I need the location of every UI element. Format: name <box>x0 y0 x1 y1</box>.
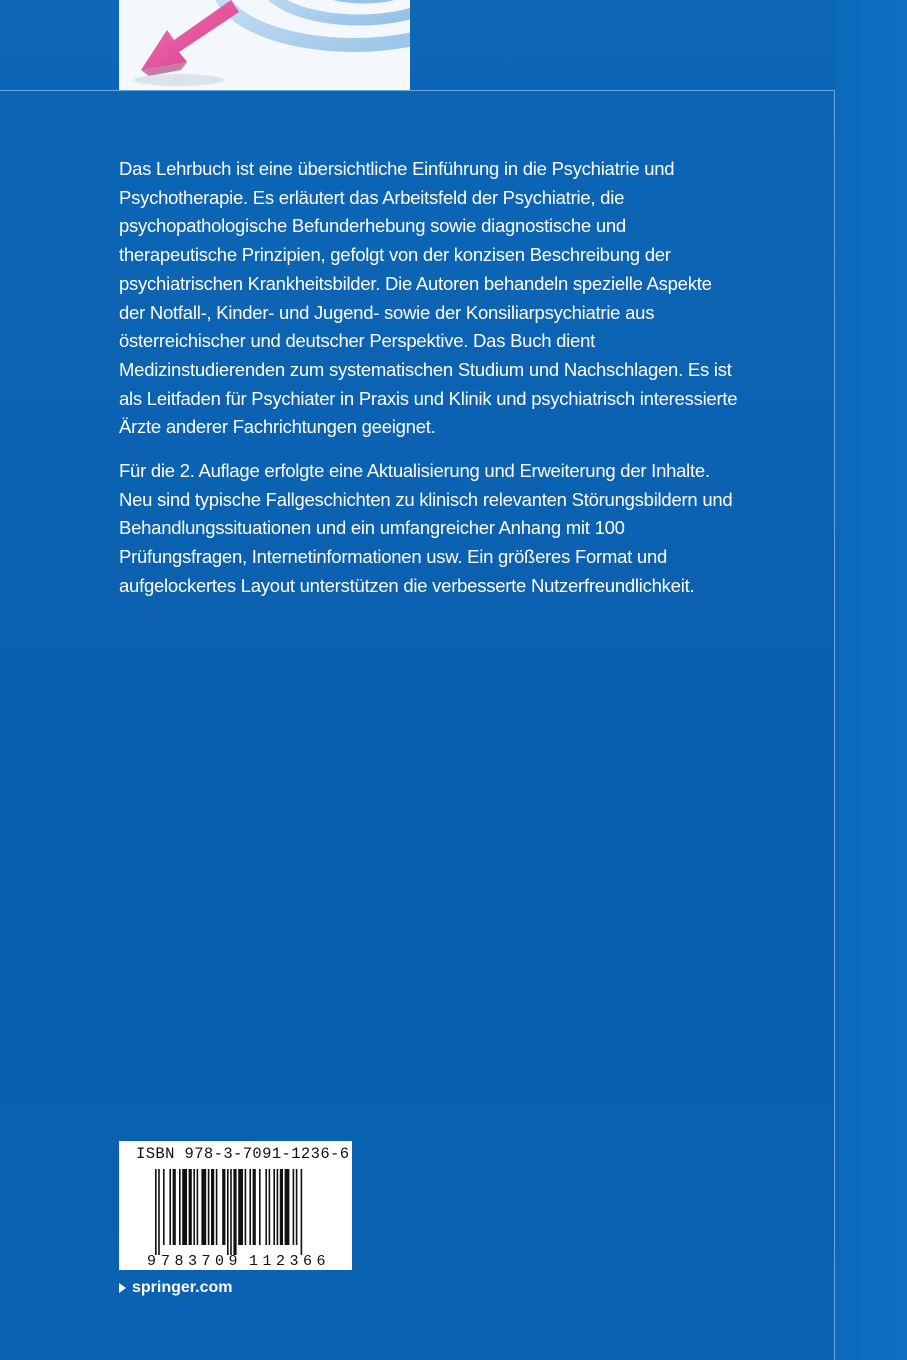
barcode-bar <box>208 1169 210 1245</box>
barcode-digit: 1 <box>249 1253 259 1270</box>
barcode-digit: 6 <box>316 1253 326 1270</box>
barcode-digit: 0 <box>215 1253 225 1270</box>
springer-website-link[interactable] <box>119 1279 232 1297</box>
barcode-bar <box>201 1169 206 1245</box>
website-label: springer.com <box>132 1279 233 1296</box>
barcode-bar <box>273 1169 275 1245</box>
barcode-bar <box>285 1169 290 1245</box>
barcode-bar <box>277 1169 279 1245</box>
barcode-bar <box>301 1169 303 1255</box>
barcode-digit: 2 <box>276 1253 286 1270</box>
isbn-barcode <box>119 1141 352 1270</box>
barcode-bar <box>222 1169 225 1245</box>
barcode-bar <box>238 1169 243 1245</box>
blurb-paragraph-2: Für die 2. Auflage erfolgte eine Aktualisierung und Erweiterung der Inhalte. Neu sind typische Fallgeschichten zu klinisch relevanten Störungsbildern und Behandlungssituationen und ein umfangreicher Anhang mit 100 Prüfungsfragen, Internetinformationen usw. Ein größeres Format und aufgelockertes Layout unterstützen die verbesserte Nutzerfreundlichkeit. <box>119 460 733 596</box>
barcode-bar <box>182 1169 187 1245</box>
barcode-bar <box>193 1169 195 1245</box>
barcode-digit: 8 <box>174 1253 184 1270</box>
barcode-bar <box>249 1169 251 1245</box>
barcode-digit: 6 <box>303 1253 313 1270</box>
barcode-bar <box>293 1169 295 1245</box>
barcode-graphic <box>119 1141 352 1270</box>
barcode-bar <box>230 1169 232 1255</box>
barcode-digit: 9 <box>147 1253 157 1270</box>
barcode-bar <box>169 1169 171 1245</box>
barcode-digit: 7 <box>201 1253 211 1270</box>
barcode-digit: 3 <box>289 1253 299 1270</box>
barcode-bar <box>259 1169 261 1245</box>
barcode-bar <box>233 1169 236 1255</box>
barcode-bar <box>216 1169 218 1245</box>
barcode-bar <box>179 1169 181 1245</box>
cover-illustration <box>119 0 410 90</box>
arrow-rings-illustration <box>119 0 410 90</box>
barcode-digit: 9 <box>228 1253 238 1270</box>
barcode-bar <box>245 1169 247 1245</box>
barcode-bar <box>265 1169 267 1245</box>
barcode-digit: 1 <box>262 1253 272 1270</box>
barcode-digit: 7 <box>161 1253 171 1270</box>
barcode-digit: 3 <box>188 1253 198 1270</box>
barcode-bar <box>227 1169 229 1255</box>
back-cover-blurb <box>119 155 739 616</box>
barcode-bar <box>269 1169 271 1245</box>
barcode-bar <box>173 1169 176 1245</box>
isbn-label: ISBN 978-3-7091-1236-6 <box>136 1145 350 1163</box>
frame-line-top <box>0 90 835 91</box>
barcode-bar <box>155 1169 157 1255</box>
arrow-right-icon <box>119 1283 126 1293</box>
frame-line-right <box>834 90 835 1360</box>
barcode-bar <box>163 1169 165 1245</box>
barcode-bar <box>253 1169 256 1245</box>
barcode-bar <box>296 1169 298 1245</box>
barcode-bar <box>189 1169 192 1245</box>
barcode-bar <box>280 1169 283 1245</box>
spine-strip <box>835 0 907 1360</box>
barcode-bar <box>211 1169 214 1245</box>
barcode-bar <box>158 1169 160 1255</box>
barcode-bar <box>197 1169 199 1245</box>
blurb-paragraph-1: Das Lehrbuch ist eine übersichtliche Einführung in die Psychiatrie und Psychotherapie. Es erläutert das Arbeitsfeld der Psychiatrie, die psychopathologische Befunderhebung sowie diagnostische und therapeutische Prinzipien, gefolgt von der konzisen Beschreibung der psychiatrischen Krankheitsbilder. Die Autoren behandeln spezielle Aspekte der Notfall-, Kinder- und Jugend- sowie der Konsiliarpsychiatrie aus österreichischer und deutscher Perspektive. Das Buch dient Medizinstudierenden zum systematischen Studium und Nachschlagen. Es ist als Leitfaden für Psychiater in Praxis und Klinik und psychiatrisch interessierte Ärzte anderer Fachrichtungen geeignet. <box>119 158 738 438</box>
